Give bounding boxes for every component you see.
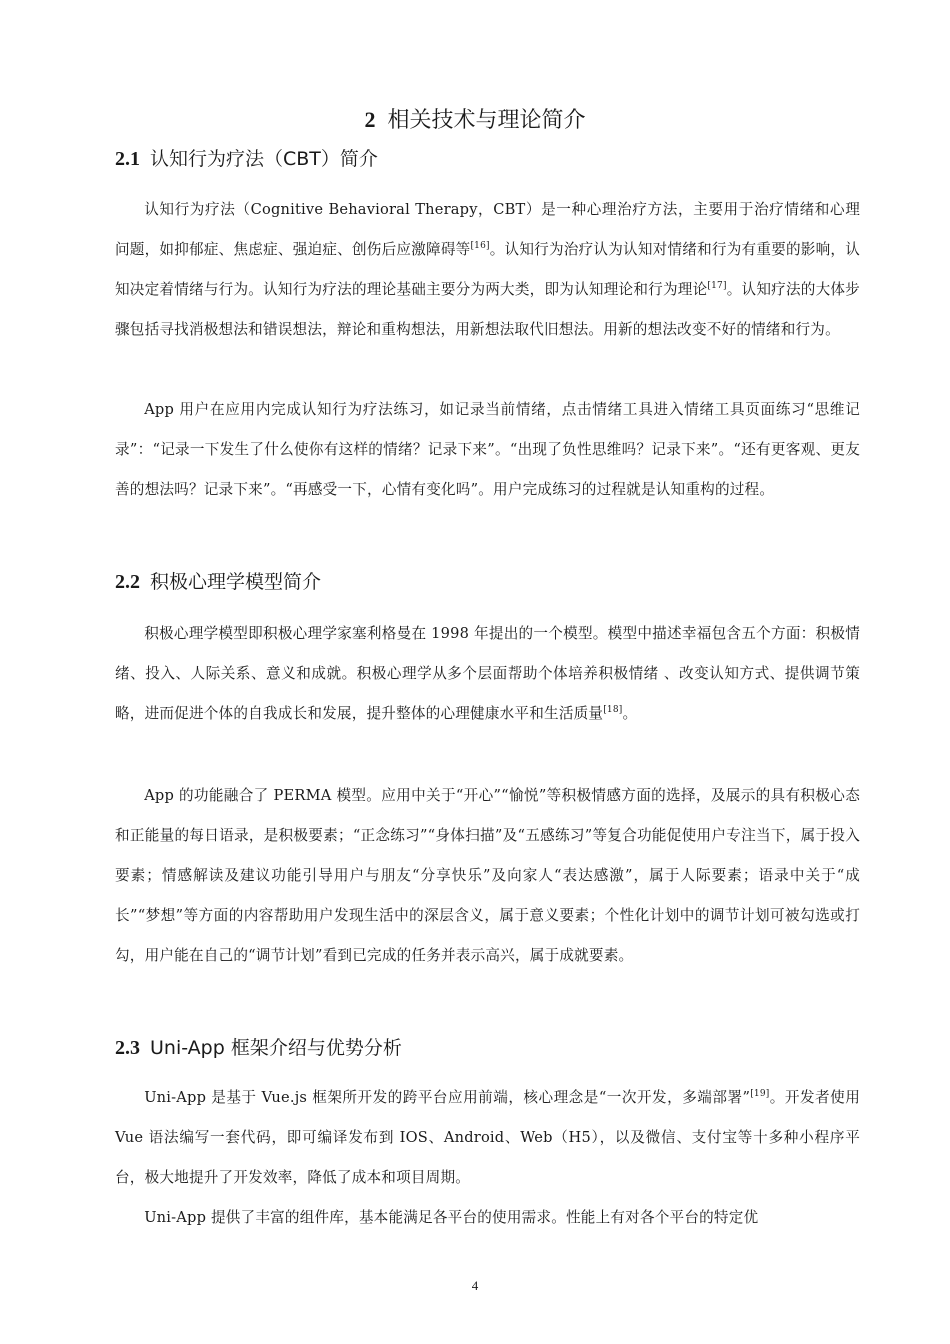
citation: [17] — [707, 281, 727, 292]
chapter-title-text: 相关技术与理论简介 — [387, 108, 586, 133]
paragraph-text: 。开发者使用 Vue 语法编写一套代码，即可编译发布到 IOS、Android、Web（H5），以及微信、支付宝等十多种小程序平台，极大地提升了开发效率，降低了成本和项目周期。 — [115, 1089, 860, 1186]
paragraph-positive-psychology — [115, 614, 860, 734]
paragraph-cbt-app: App 用户在应用内完成认知行为疗法练习，如记录当前情绪，点击情绪工具进入情绪工具页面练习“思维记录”：“记录一下发生了什么使你有这样的情绪？记录下来”。“出现了负性思维吗？记录下来”。“还有更客观、更友善的想法吗？记录下来”。“再感受一下，心情有变化吗”。用户完成练习的过程就是认知重构的过程。 — [115, 401, 860, 498]
paragraph-text: 。 — [622, 705, 638, 722]
chapter-title — [0, 102, 950, 139]
section-title: 认知行为疗法（CBT）简介 — [150, 148, 378, 170]
section-heading-2-3 — [115, 1033, 855, 1063]
section-title: 积极心理学模型简介 — [150, 571, 322, 593]
paragraph-text: 积极心理学模型即积极心理学家塞利格曼在 1998 年提出的一个模型。模型中描述幸福包含五个方面：积极情绪、投入、人际关系、意义和成就。积极心理学从多个层面帮助个体培养积极情绪 、改变认知方式、提供调节策略，进而促进个体的自我成长和发展，提升整体的心理健康水平和生活质量 — [115, 625, 860, 722]
section-title: Uni-App 框架介绍与优势分析 — [150, 1037, 402, 1059]
paragraph-cbt-definition — [115, 190, 860, 350]
section-number: 2.3 — [115, 1037, 140, 1059]
section-number: 2.2 — [115, 571, 140, 593]
chapter-number: 2 — [364, 107, 376, 132]
citation: [19] — [750, 1089, 770, 1100]
paragraph-text: 认知行为疗法（Cognitive Behavioral Therapy，CBT）是一种心理治疗方法，主要用于治疗情绪和心理问题，如抑郁症、焦虑症、强迫症、创伤后应激障碍等 — [115, 201, 860, 258]
section-heading-2-2 — [115, 567, 855, 597]
paragraph-uniapp-components: Uni-App 提供了丰富的组件库，基本能满足各平台的使用需求。性能上有对各个平台的特定优 — [144, 1209, 759, 1226]
citation: [16] — [470, 241, 490, 252]
section-number: 2.1 — [115, 148, 140, 170]
paragraph-text: 。认知疗法的大体步骤包括寻找消极想法和错误想法，辩论和重构想法，用新想法取代旧想法。用新的想法改变不好的情绪和行为。 — [115, 281, 860, 338]
citation: [18] — [603, 705, 623, 716]
paragraph-text: Uni-App 是基于 Vue.js 框架所开发的跨平台应用前端，核心理念是“一次开发，多端部署” — [144, 1089, 751, 1106]
paragraph-text: 。认知行为治疗认为认知对情绪和行为有重要的影响，认知决定着情绪与行为。认知行为疗法的理论基础主要分为两大类，即为认知理论和行为理论 — [115, 241, 860, 298]
paragraph-perma: App 的功能融合了 PERMA 模型。应用中关于“开心”“愉悦”等积极情感方面的选择，及展示的具有积极心态和正能量的每日语录，是积极要素；“正念练习”“身体扫描”及“五感练习”等复合功能促使用户专注当下，属于投入要素；情感解读及建议功能引导用户与朋友“分享快乐”及向家人“表达感激”，属于人际要素；语录中关于“成长”“梦想”等方面的内容帮助用户发现生活中的深层含义，属于意义要素；个性化计划中的调节计划可被勾选或打勾，用户能在自己的“调节计划”看到已完成的任务并表示高兴，属于成就要素。 — [115, 787, 860, 964]
paragraph-uniapp-intro — [115, 1078, 860, 1198]
section-heading-2-1 — [115, 144, 855, 174]
page-number: 4 — [471, 1278, 479, 1293]
